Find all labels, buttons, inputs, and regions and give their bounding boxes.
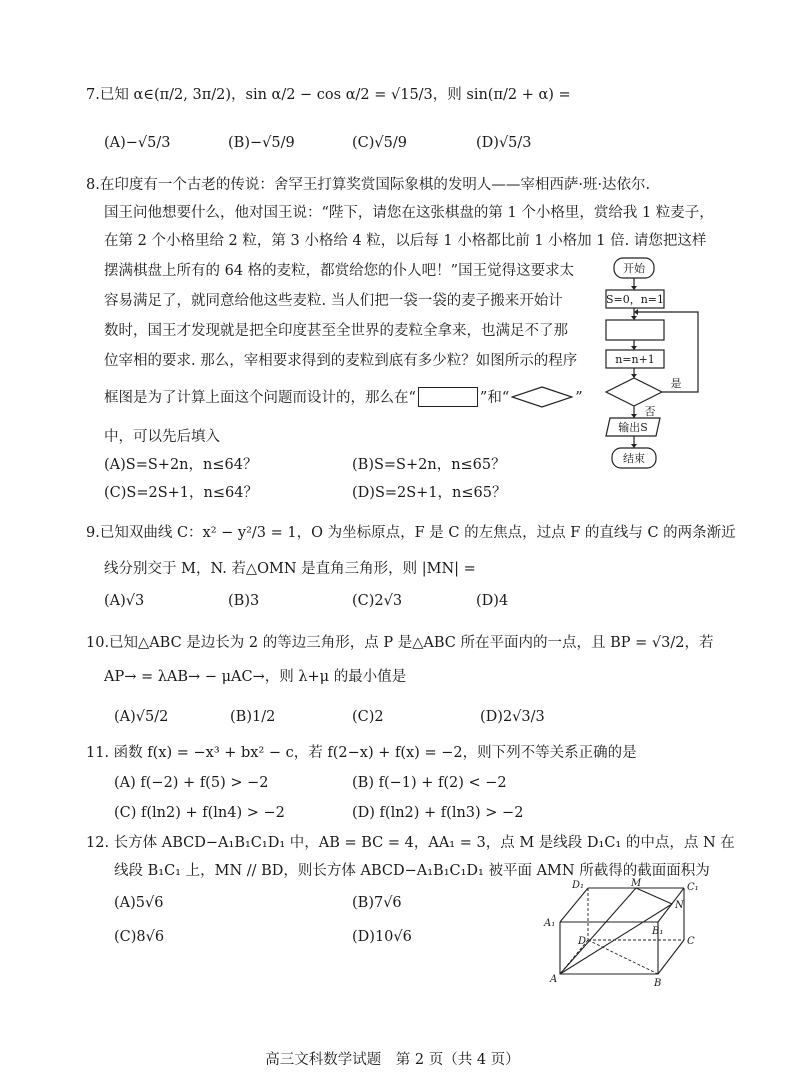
q9-line-1: 9.已知双曲线 C：x² − y²/3 = 1，O 为坐标原点，F 是 C 的左焦点，过点 F 的直线与 C 的两条渐近: [86, 525, 736, 541]
flow-init-text: S=0，n=1: [605, 293, 665, 306]
flow-no-label: 否: [644, 405, 656, 418]
flow-start-text: 开始: [623, 262, 645, 275]
flow-blank-process-box: [606, 320, 664, 340]
flow-incr-text: n=n+1: [615, 353, 655, 366]
flowchart: [596, 256, 706, 472]
flow-end-text: 结束: [623, 452, 645, 465]
q9-option-c: (C)2√3: [352, 593, 403, 609]
q10-line-1: 10.已知△ABC 是边长为 2 的等边三角形，点 P 是△ABC 所在平面内的一点，且 BP = √3/2，若: [86, 635, 714, 651]
label-d1: D₁: [572, 880, 585, 891]
q10-line-2: AP→ = λAB→ − μAC→，则 λ+μ 的最小值是: [104, 669, 407, 685]
q11-option-a: (A) f(−2) + f(5) > −2: [114, 775, 269, 791]
q8-line-4: 摆满棋盘上所有的 64 格的麦粒，都赏给您的仆人吧！”国王觉得这要求太: [104, 263, 575, 279]
q8-line-8: [104, 386, 583, 408]
q7-option-b: (B)−√5/9: [228, 135, 295, 151]
label-a1: A₁: [544, 918, 556, 929]
q12-option-d: (D)10√6: [352, 929, 412, 945]
q8-option-a: (A)S=S+2n，n≤64？: [104, 457, 258, 473]
label-c1: C₁: [687, 882, 699, 893]
q12-line-1: 12. 长方体 ABCD−A₁B₁C₁D₁ 中，AB = BC = 4，AA₁ = 3，点 M 是线段 D₁C₁ 的中点，点 N 在: [86, 835, 735, 851]
q12-line-2: 线段 B₁C₁ 上，MN // BD，则长方体 ABCD−A₁B₁C₁D₁ 被平面 AMN 所截得的截面面积为: [114, 863, 710, 879]
q12-option-a: (A)5√6: [114, 895, 164, 911]
q8-line-2: 国王问他想要什么，他对国王说：“陛下，请您在这张棋盘的第 1 个小格里，赏给我 1 粒麦子，: [104, 205, 714, 221]
q10-option-b: (B)1/2: [230, 709, 276, 725]
q12-option-c: (C)8√6: [114, 929, 165, 945]
label-d: D: [578, 936, 587, 947]
flow-output-text: 输出S: [618, 421, 648, 434]
label-b: B: [654, 978, 662, 988]
q8-line-8-part-a: 框图是为了计算上面这个问题而设计的，那么在“: [104, 390, 416, 406]
q8-option-b: (B)S=S+2n，n≤65？: [352, 457, 506, 473]
q7-option-a: (A)−√5/3: [104, 135, 171, 151]
q9-option-a: (A)√3: [104, 593, 145, 609]
q9-option-d: (D)4: [476, 593, 509, 609]
q8-line-6: 数时，国王才发现就是把全印度甚至全世界的麦粒全拿来，也满足不了那: [104, 323, 568, 339]
q8-option-c: (C)S=2S+1，n≤64？: [104, 485, 258, 501]
flow-decision-diamond: [606, 378, 662, 406]
cuboid-figure: [540, 878, 710, 988]
q7-option-c: (C)√5/9: [352, 135, 407, 151]
label-b1: B₁: [652, 926, 664, 937]
q8-line-7: 位宰相的要求. 那么，宰相要求得到的麦粒到底有多少粒？如图所示的程序: [104, 353, 578, 369]
q8-line-3: 在第 2 个小格里给 2 粒，第 3 小格给 4 粒，以后每 1 小格都比前 1 小格加 1 倍. 请您把这样: [104, 233, 707, 249]
q10-option-a: (A)√5/2: [114, 709, 169, 725]
q8-line-8-part-b: ”和“: [479, 390, 510, 406]
q8-line-9: 中，可以先后填入: [104, 429, 220, 445]
q8-line-8-part-c: ”: [575, 390, 583, 406]
q8-line-1: 8.在印度有一个古老的传说：舍罕王打算奖赏国际象棋的发明人——宰相西萨·班·达依尔.: [86, 177, 651, 193]
q12-option-b: (B)7√6: [352, 895, 402, 911]
label-n: N: [675, 900, 684, 911]
q10-option-c: (C)2: [352, 709, 384, 725]
decision-diamond-blank: [511, 386, 573, 408]
q9-option-b: (B)3: [228, 593, 260, 609]
flow-yes-label: 是: [670, 377, 682, 390]
q11-option-c: (C) f(ln2) + f(ln4) > −2: [114, 805, 285, 821]
q11-stem: 11. 函数 f(x) = −x³ + bx² − c，若 f(2−x) + f(x) = −2，则下列不等关系正确的是: [86, 745, 637, 761]
label-c: C: [687, 936, 695, 947]
label-m: M: [631, 878, 642, 889]
q11-option-d: (D) f(ln2) + f(ln3) > −2: [352, 805, 524, 821]
q8-option-d: (D)S=2S+1，n≤65？: [352, 485, 507, 501]
process-box-blank: [418, 387, 478, 407]
q7-stem: 7.已知 α∈(π/2, 3π/2)，sin α/2 − cos α/2 = √15/3，则 sin(π/2 + α) =: [86, 87, 571, 103]
label-a: A: [550, 974, 558, 985]
q7-option-d: (D)√5/3: [476, 135, 532, 151]
q9-line-2: 线分别交于 M，N. 若△OMN 是直角三角形，则 |MN| =: [104, 561, 476, 577]
q11-option-b: (B) f(−1) + f(2) < −2: [352, 775, 507, 791]
q8-line-5: 容易满足了，就同意给他这些麦粒. 当人们把一袋一袋的麦子搬来开始计: [104, 293, 563, 309]
q10-option-d: (D)2√3/3: [480, 709, 545, 725]
page-footer: 高三文科数学试题 第 2 页（共 4 页）: [265, 1052, 520, 1068]
